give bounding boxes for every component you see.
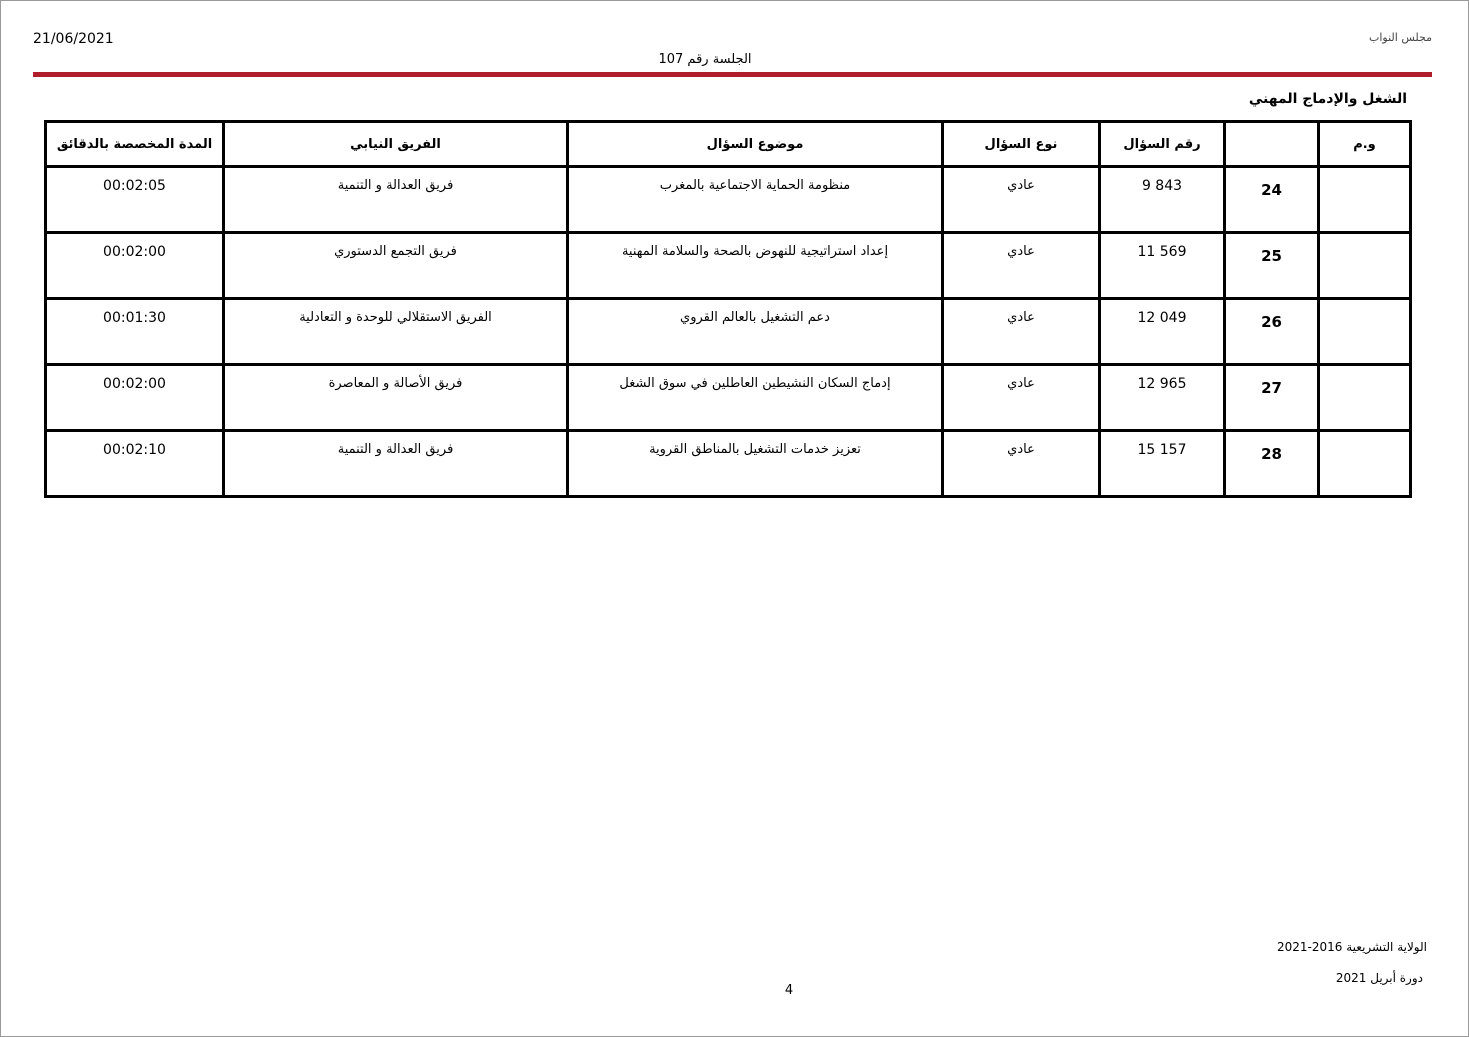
table-row [46, 365, 1411, 431]
cell-question-subject: دعم التشغيل بالعالم القروي [568, 299, 943, 365]
footer-legislature: الولاية التشريعية 2016-2021 [1277, 940, 1427, 954]
cell-duration: 00:02:00 [46, 233, 224, 299]
cell-parliamentary-team: فريق العدالة و التنمية [224, 167, 568, 233]
column-header-question-number: رقم السؤال [1100, 122, 1225, 167]
cell-question-subject: تعزيز خدمات التشغيل بالمناطق القروية [568, 431, 943, 497]
cell-question-type: عادي [943, 233, 1100, 299]
table-row [46, 431, 1411, 497]
footer-session: دورة أبريل 2021 [1335, 971, 1423, 985]
header-divider [33, 72, 1432, 77]
column-header-parliamentary-team: الفريق النيابي [224, 122, 568, 167]
cell-question-number: 15 157 [1100, 431, 1225, 497]
cell-question-number: 9 843 [1100, 167, 1225, 233]
cell-question-subject: إعداد استراتيجية للنهوض بالصحة والسلامة المهنية [568, 233, 943, 299]
column-header-rank [1225, 122, 1319, 167]
cell-parliamentary-team: فريق الأصالة و المعاصرة [224, 365, 568, 431]
cell-parliamentary-team: فريق التجمع الدستوري [224, 233, 568, 299]
section-title: الشغل والإدماج المهني [1248, 91, 1407, 107]
column-header-question-subject: موضوع السؤال [568, 122, 943, 167]
cell-question-type: عادي [943, 365, 1100, 431]
header-session-number: الجلسة رقم 107 [658, 52, 752, 67]
cell-rank: 28 [1225, 431, 1319, 497]
table-row [46, 299, 1411, 365]
cell-question-subject: منظومة الحماية الاجتماعية بالمغرب [568, 167, 943, 233]
cell-duration: 00:02:05 [46, 167, 224, 233]
cell-wm [1319, 365, 1411, 431]
cell-parliamentary-team: فريق العدالة و التنمية [224, 431, 568, 497]
cell-question-subject: إدماج السكان النشيطين العاطلين في سوق الشغل [568, 365, 943, 431]
cell-wm [1319, 431, 1411, 497]
cell-question-number: 11 569 [1100, 233, 1225, 299]
column-header-allotted-duration: المدة المخصصة بالدقائق [46, 122, 224, 167]
column-header-wm: و.م [1319, 122, 1411, 167]
cell-question-type: عادي [943, 167, 1100, 233]
cell-question-number: 12 049 [1100, 299, 1225, 365]
cell-rank: 25 [1225, 233, 1319, 299]
cell-wm [1319, 299, 1411, 365]
cell-question-number: 12 965 [1100, 365, 1225, 431]
table-row [46, 167, 1411, 233]
cell-question-type: عادي [943, 431, 1100, 497]
cell-duration: 00:02:10 [46, 431, 224, 497]
cell-rank: 26 [1225, 299, 1319, 365]
cell-duration: 00:02:00 [46, 365, 224, 431]
table-header-row [46, 122, 1411, 167]
cell-wm [1319, 233, 1411, 299]
cell-duration: 00:01:30 [46, 299, 224, 365]
cell-rank: 27 [1225, 365, 1319, 431]
header-org-name: مجلس النواب [1369, 31, 1432, 44]
questions-table [44, 120, 1412, 498]
table-row [46, 233, 1411, 299]
cell-parliamentary-team: الفريق الاستقلالي للوحدة و التعادلية [224, 299, 568, 365]
cell-wm [1319, 167, 1411, 233]
cell-rank: 24 [1225, 167, 1319, 233]
column-header-question-type: نوع السؤال [943, 122, 1100, 167]
cell-question-type: عادي [943, 299, 1100, 365]
page-number: 4 [784, 983, 794, 998]
header-date: 21/06/2021 [33, 31, 114, 47]
